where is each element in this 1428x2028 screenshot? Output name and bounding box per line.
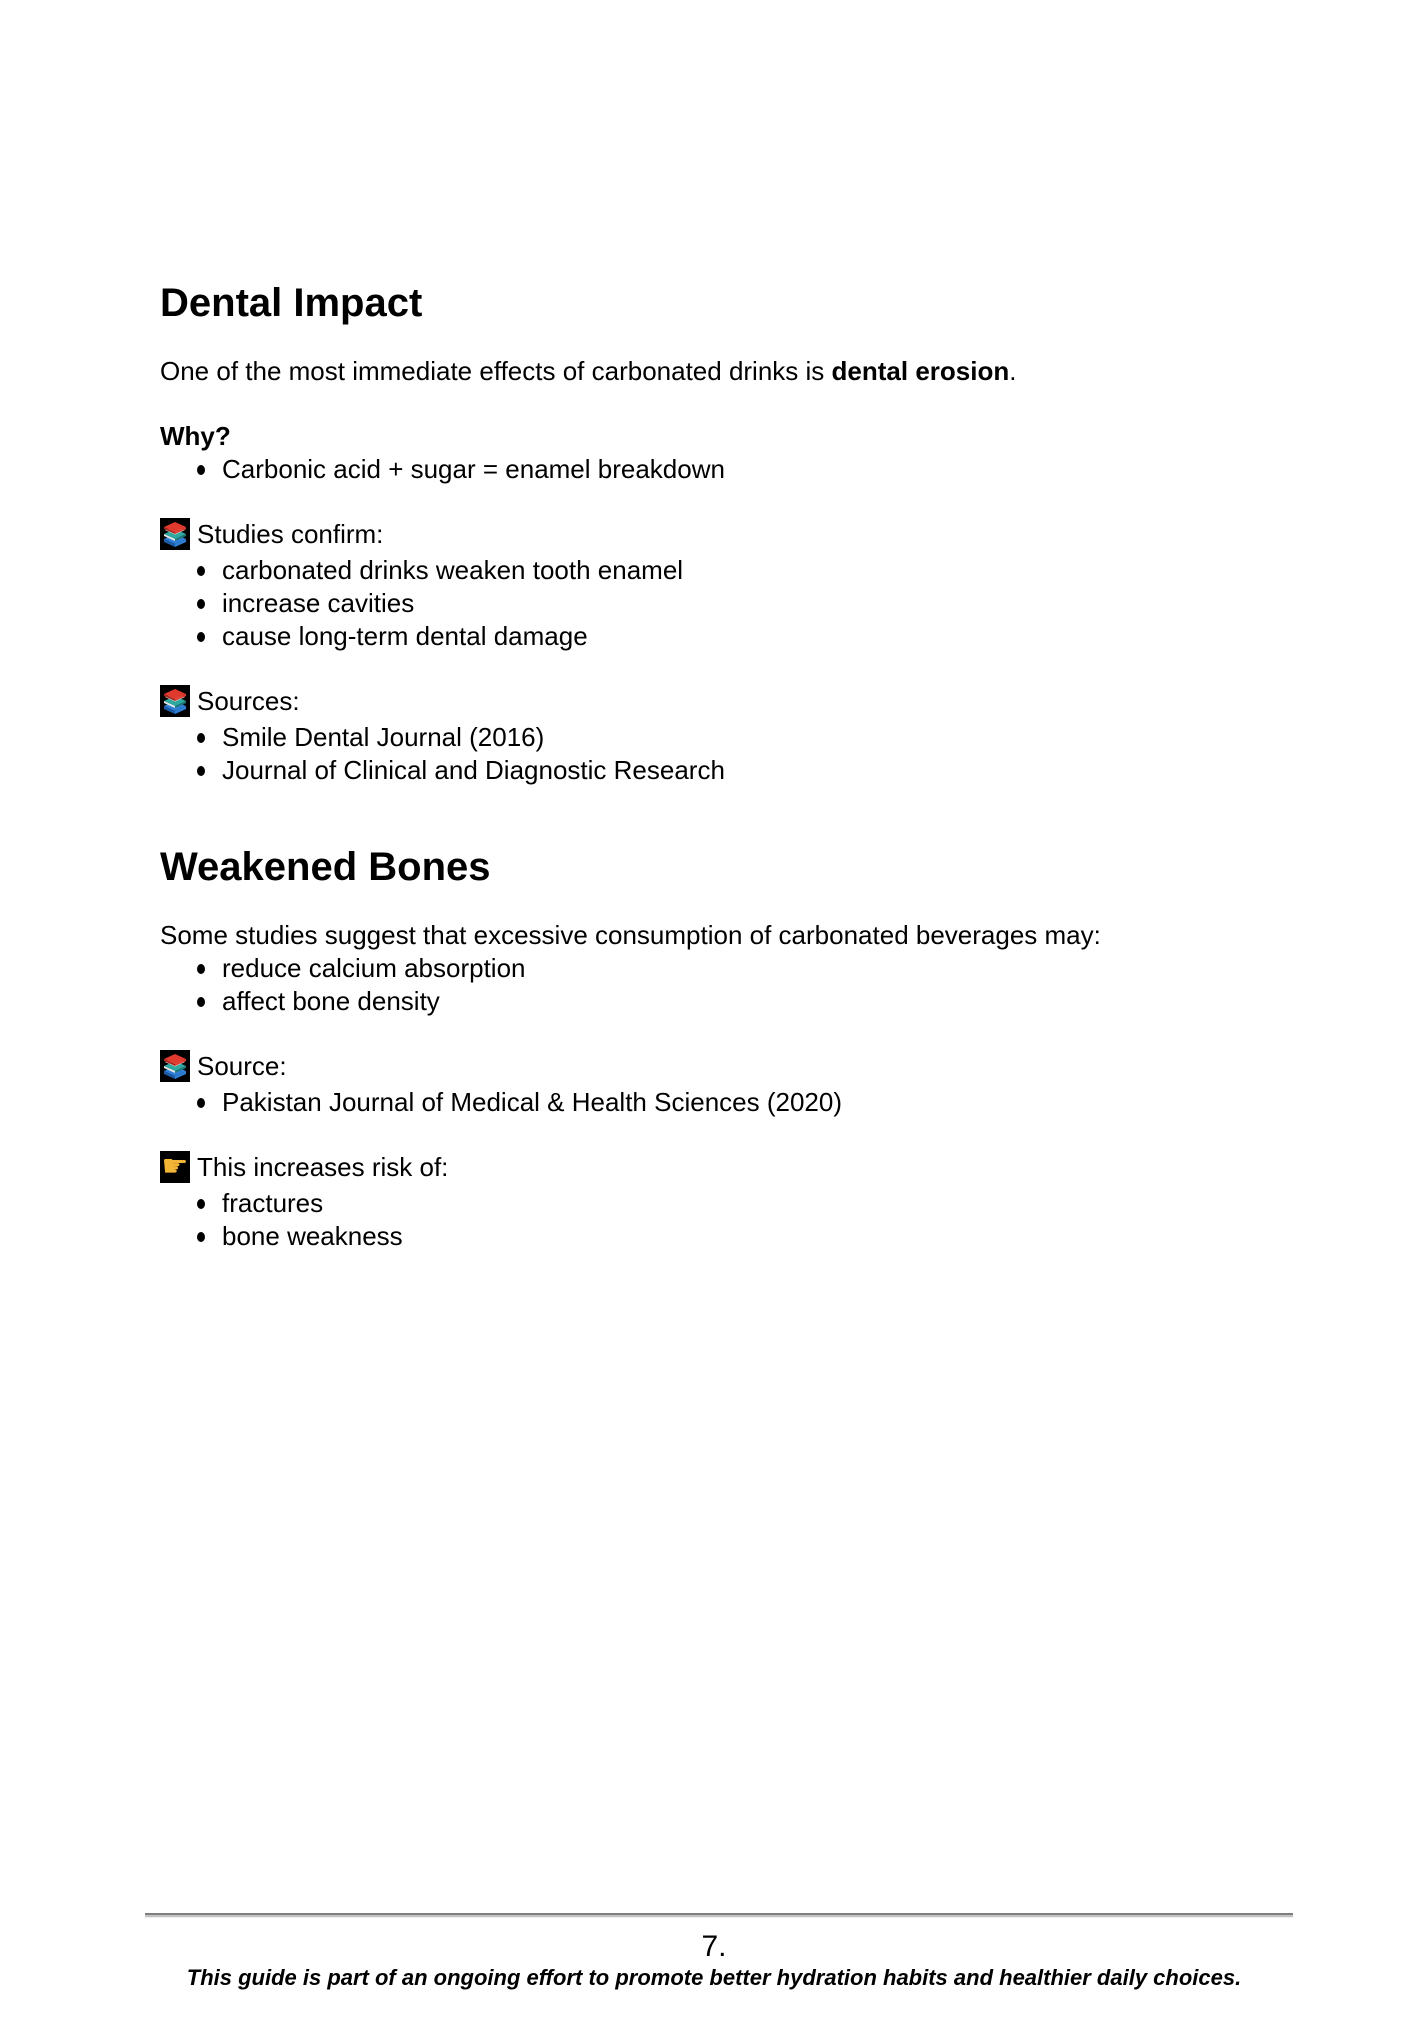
sources-line	[160, 681, 1270, 721]
sources-bullet-list	[160, 721, 1270, 787]
footer-divider	[145, 1913, 1293, 1918]
footer-note: This guide is part of an ongoing effort to promote better hydration habits and healthier daily choices.	[186, 1965, 1242, 1990]
bullet-item: reduce calcium absorption	[160, 952, 1270, 985]
studies-confirm-label: Studies confirm:	[197, 519, 384, 549]
intro-text: One of the most immediate effects of carbonated drinks is	[160, 356, 832, 386]
bullet-item: carbonated drinks weaken tooth enamel	[160, 554, 1270, 587]
bullet-item: Carbonic acid + sugar = enamel breakdown	[160, 453, 1270, 486]
bullet-item: bone weakness	[160, 1220, 1270, 1253]
bullet-item: cause long-term dental damage	[160, 620, 1270, 653]
bones-bullet-list	[160, 952, 1270, 1018]
studies-confirm-line	[160, 514, 1270, 554]
risk-line	[160, 1147, 1270, 1187]
bullet-item: Smile Dental Journal (2016)	[160, 721, 1270, 754]
bullet-item: Journal of Clinical and Diagnostic Research	[160, 754, 1270, 787]
source-line	[160, 1046, 1270, 1086]
bullet-item: Pakistan Journal of Medical & Health Sciences (2020)	[160, 1086, 1270, 1119]
books-icon	[160, 685, 190, 717]
sources-label: Sources:	[197, 686, 300, 716]
bullet-item: fractures	[160, 1187, 1270, 1220]
section-heading-weakened-bones: Weakened Bones	[160, 845, 491, 889]
studies-bullet-list	[160, 554, 1270, 653]
source-label: Source:	[197, 1051, 287, 1081]
page-content	[160, 281, 1270, 1253]
intro-bold-text: dental erosion	[831, 356, 1010, 386]
page-number: 7.	[701, 1930, 727, 1963]
section-heading-dental-impact: Dental Impact	[160, 281, 423, 325]
intro-paragraph	[160, 355, 1270, 388]
risk-label: This increases risk of:	[197, 1152, 449, 1182]
bones-intro-paragraph: Some studies suggest that excessive consumption of carbonated beverages may:	[160, 920, 1101, 950]
why-bullet-list	[160, 453, 1270, 486]
books-icon	[160, 1050, 190, 1082]
risk-bullet-list	[160, 1187, 1270, 1253]
pointing-right-hand-icon: ☛	[161, 1149, 189, 1184]
bullet-item: affect bone density	[160, 985, 1270, 1018]
bullet-item: increase cavities	[160, 587, 1270, 620]
books-icon	[160, 518, 190, 550]
intro-period: .	[1009, 356, 1017, 386]
why-label: Why?	[160, 421, 231, 451]
source-bullet-list	[160, 1086, 1270, 1119]
